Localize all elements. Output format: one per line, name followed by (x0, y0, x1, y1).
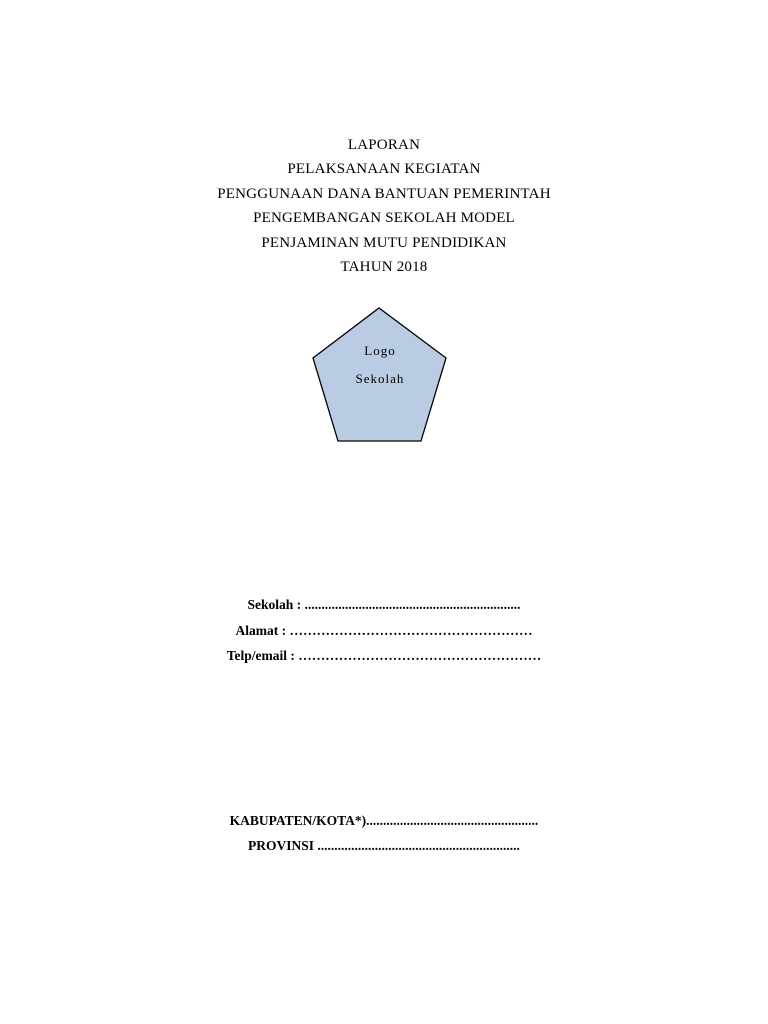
provinsi-field: PROVINSI ............................................................ (248, 838, 520, 853)
telp-email-field: Telp/email : ……………………………………………… (226, 648, 542, 663)
title-line-pelaksanaan: PELAKSANAAN KEGIATAN (287, 161, 481, 178)
region-info (0, 808, 768, 858)
title-line-pengembangan: PENGEMBANGAN SEKOLAH MODEL (253, 210, 515, 227)
logo-label-line2: Sekolah (355, 371, 405, 386)
school-info (0, 592, 768, 669)
alamat-field: Alamat : ……………………………………………… (235, 622, 533, 638)
title-line-tahun: TAHUN 2018 (340, 259, 428, 276)
school-logo-placeholder (312, 307, 448, 443)
title-line-penggunaan: PENGGUNAAN DANA BANTUAN PEMERINTAH (217, 185, 551, 202)
kabupaten-kota-field: KABUPATEN/KOTA*)................................................... (229, 813, 539, 828)
title-line-laporan: LAPORAN (347, 137, 421, 153)
logo-label-line1: Logo (364, 343, 396, 358)
title-line-penjaminan: PENJAMINAN MUTU PENDIDIKAN (261, 234, 507, 251)
sekolah-field: Sekolah : ................................................................ (247, 597, 521, 612)
report-title (0, 133, 768, 279)
